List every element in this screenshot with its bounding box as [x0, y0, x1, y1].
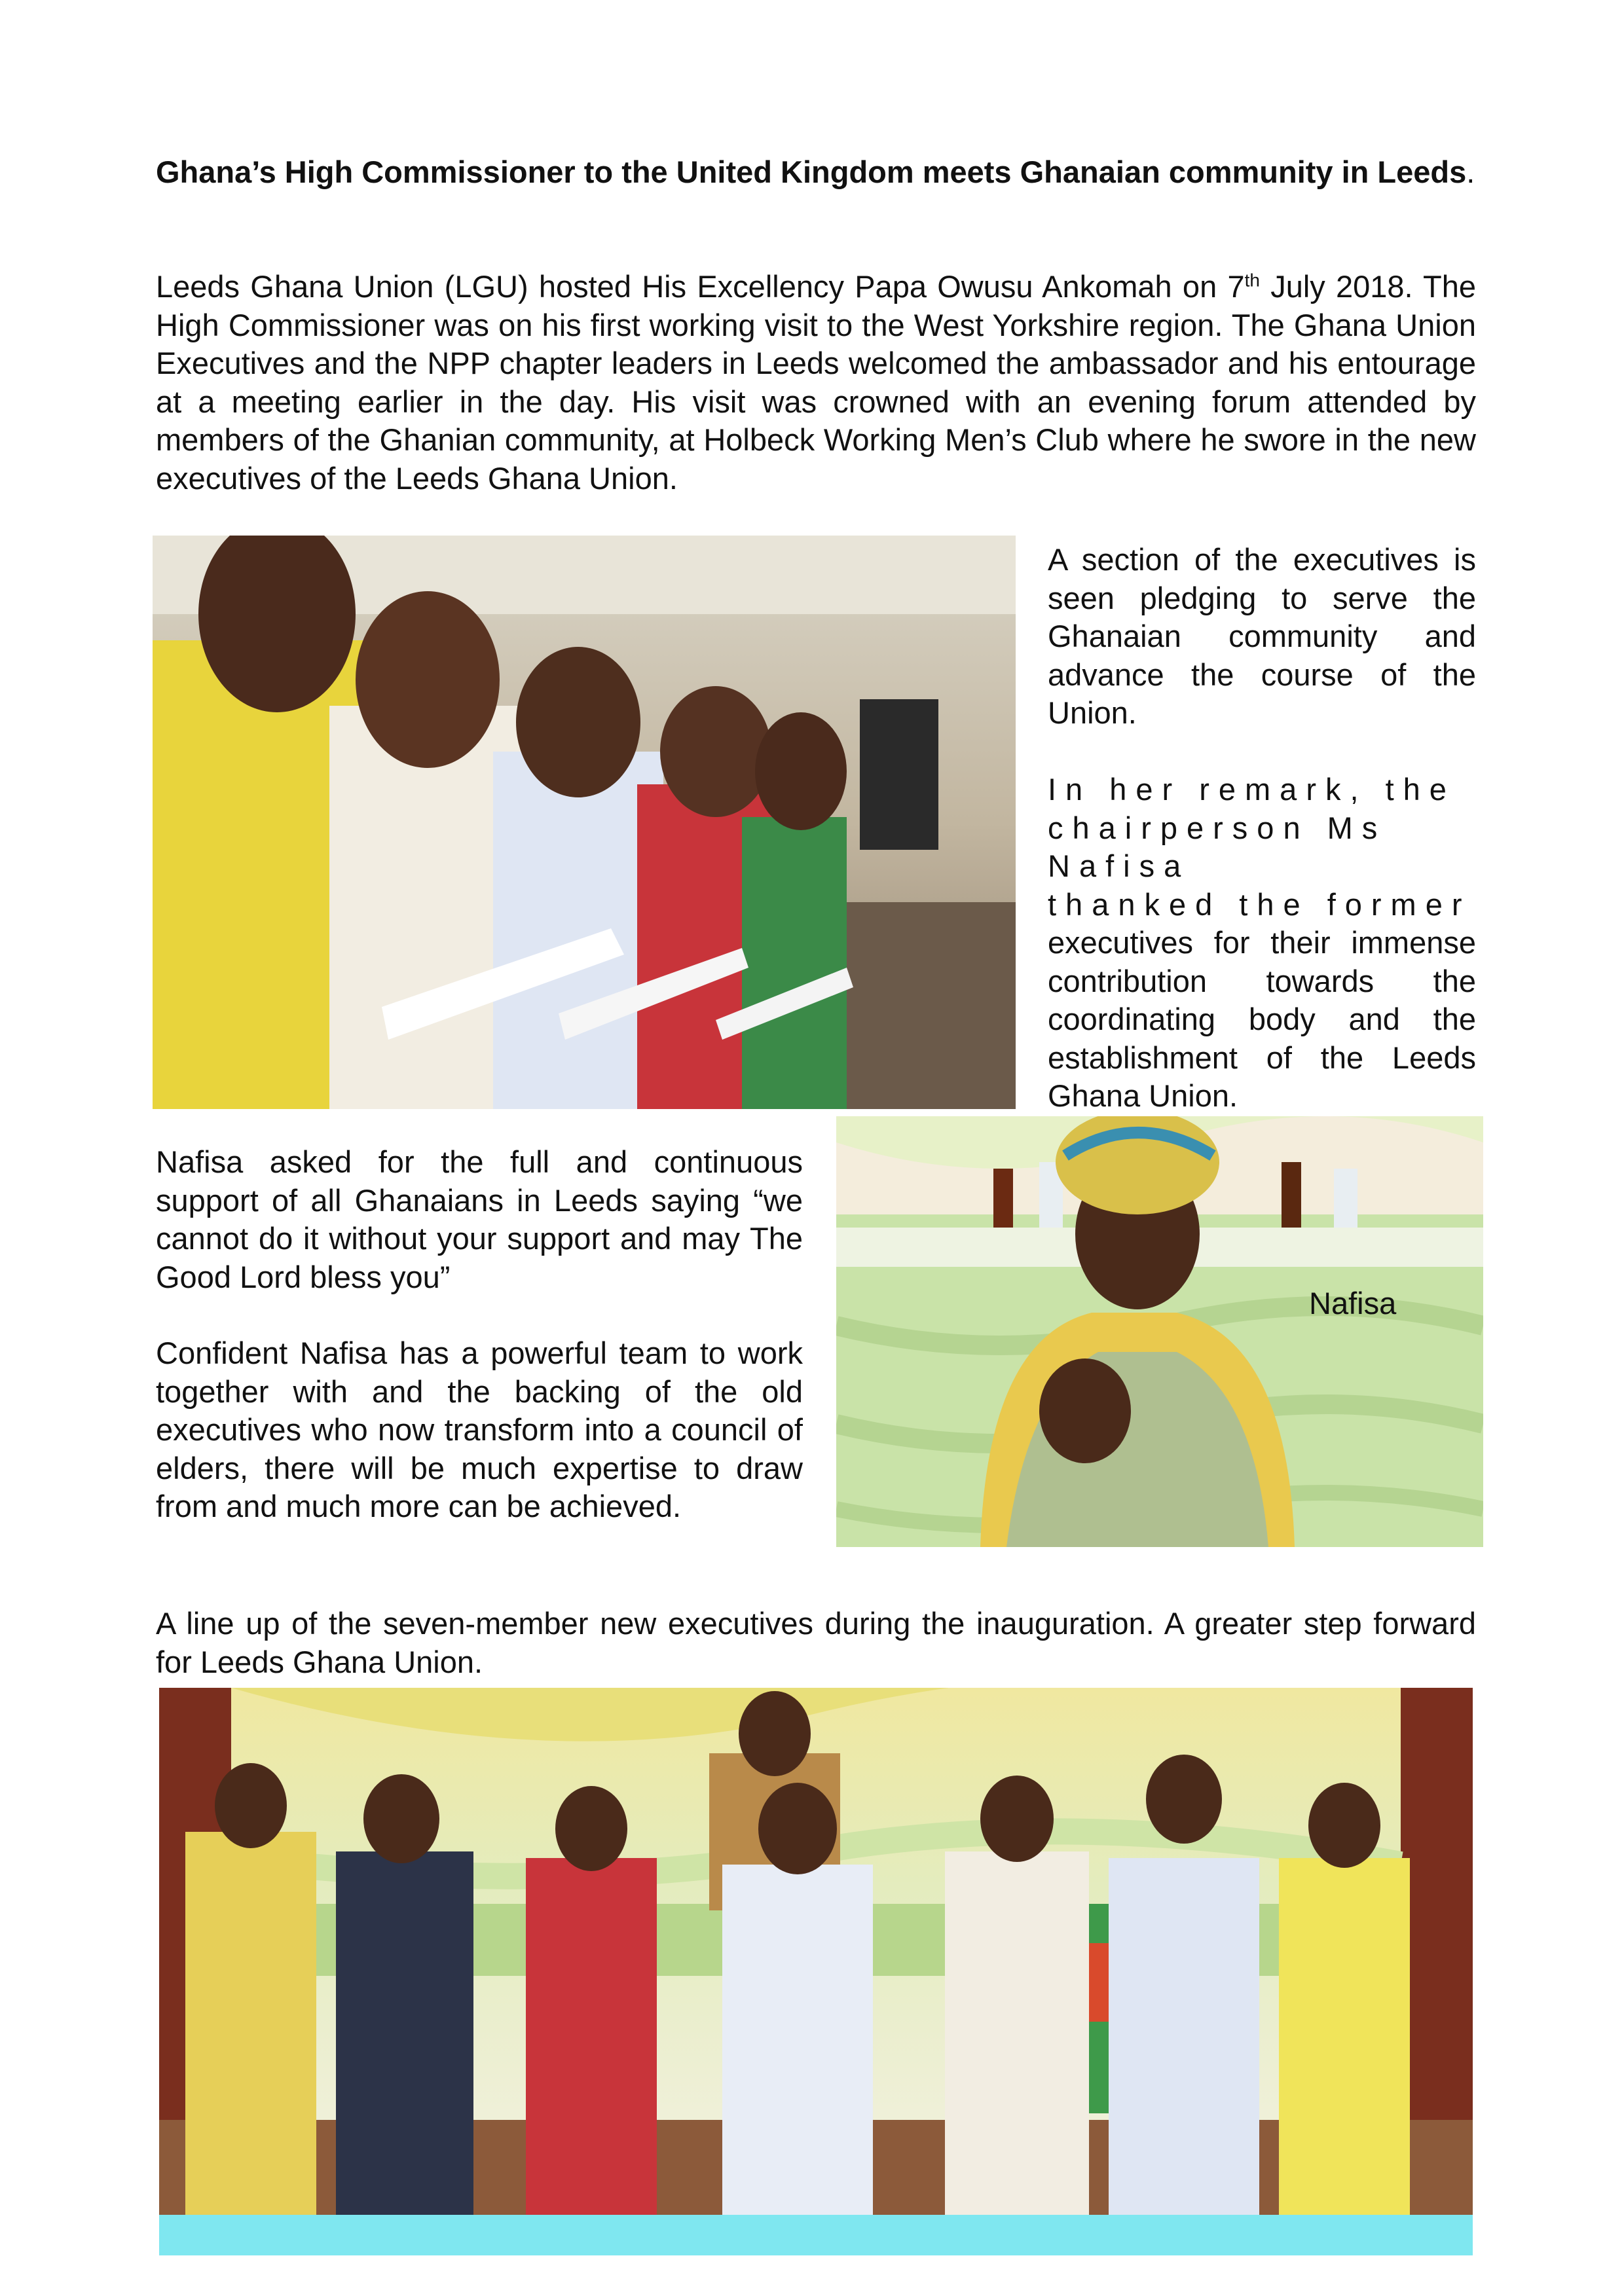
- nafisa-photo: [836, 1116, 1483, 1547]
- support-paragraph: Nafisa asked for the full and continuous support of all Ghanaians in Leeds saying “we cannot do it without your support and may The Good Lord bless you”: [156, 1144, 803, 1294]
- executives-lineup-photo: [159, 1688, 1473, 2255]
- remark-paragraph: [1048, 771, 1476, 1116]
- remark-line-3: thanked the former: [1048, 886, 1471, 922]
- pledging-executives-photo: [153, 536, 1016, 1109]
- intro-paragraph: [156, 268, 1476, 498]
- remark-line-1: In her remark, the: [1048, 772, 1456, 807]
- pledge-paragraph: A section of the executives is seen pledging to serve the Ghanaian community and advance the course of the Union.: [1048, 542, 1476, 730]
- remark-rest: executives for their immense contribution towards the coordinating body and the establishment of the Leeds Ghana Union.: [1048, 925, 1476, 1113]
- remark-line-2: chairperson Ms Nafisa: [1048, 810, 1387, 883]
- lineup-paragraph: A line up of the seven-member new executives during the inauguration. A greater step forward for Leeds Ghana Union.: [156, 1606, 1476, 1679]
- headline: [156, 153, 1476, 192]
- intro-sup: th: [1244, 270, 1260, 291]
- intro-part2: July 2018. The High Commissioner was on his first working visit to the West Yorkshire region. The Ghana Union Executives and the NPP chapter leaders in Leeds welcomed the ambassador and his entourage at a meeting earlier in the day. His visit was crowned with an evening forum attended by members of the Ghanian community, at Holbeck Working Men’s Club where he swore in the new executives of the Leeds Ghana Union.: [156, 269, 1476, 496]
- photo-caption: Nafisa: [1309, 1286, 1397, 1321]
- confident-paragraph: Confident Nafisa has a powerful team to work together with and the backing of the old executives who now transform into a council of elders, there will be much expertise to draw from and much more can be achieved.: [156, 1336, 803, 1523]
- intro-part1: Leeds Ghana Union (LGU) hosted His Excellency Papa Owusu Ankomah on 7: [156, 269, 1245, 304]
- headline-bold: Ghana’s High Commissioner to the United Kingdom meets Ghanaian community in Leeds: [156, 155, 1467, 189]
- headline-trail: .: [1466, 155, 1475, 189]
